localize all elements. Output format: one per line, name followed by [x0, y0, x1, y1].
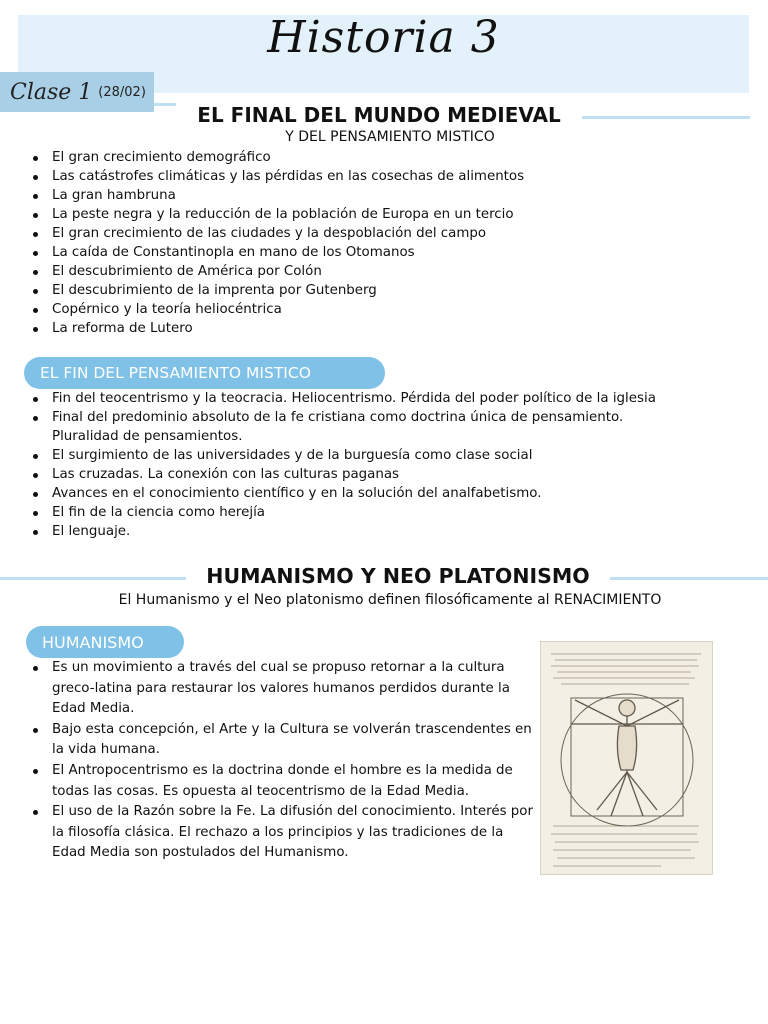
section-pill-humanismo: HUMANISMO: [26, 626, 184, 658]
class-label: Clase 1: [10, 79, 93, 105]
humanismo-list: [24, 658, 539, 864]
list-item: El descubrimiento de la imprenta por Gutenberg: [24, 281, 744, 300]
divider-right: [610, 577, 768, 580]
list-item: El fin de la ciencia como herejía: [24, 503, 754, 522]
list-item: Las catástrofes climáticas y las pérdidas en las cosechas de alimentos: [24, 167, 744, 186]
list-item: La caída de Constantinopla en mano de los Otomanos: [24, 243, 744, 262]
list-item: Fin del teocentrismo y la teocracia. Heliocentrismo. Pérdida del poder político de la iglesia: [24, 389, 754, 408]
divider-left: [154, 103, 176, 106]
class-date: (28/02): [98, 84, 146, 100]
list-item: El Antropocentrismo es la doctrina donde el hombre es la medida de todas las cosas. Es opuesta al teocentrismo de la Edad Media.: [24, 761, 539, 802]
list-item: El gran crecimiento demográfico: [24, 148, 744, 167]
section-title-humanismo: HUMANISMO Y NEO PLATONISMO: [206, 564, 590, 588]
list-item: El lenguaje.: [24, 522, 754, 541]
list-item: La reforma de Lutero: [24, 319, 744, 338]
list-item: [24, 408, 754, 446]
list-item: La peste negra y la reducción de la población de Europa en un tercio: [24, 205, 744, 224]
list-item: El surgimiento de las universidades y de la burguesía como clase social: [24, 446, 754, 465]
list-item: Es un movimiento a través del cual se propuso retornar a la cultura greco-latina para restaurar los valores humanos perdidos durante la Edad Media.: [24, 658, 539, 720]
list-item: La gran hambruna: [24, 186, 744, 205]
vitruvian-man-image: [540, 641, 713, 875]
section-pill-fin-pensamiento: EL FIN DEL PENSAMIENTO MISTICO: [24, 357, 385, 389]
class-tag: [0, 72, 154, 112]
list-item: Bajo esta concepción, el Arte y la Cultura se volverán trascendentes en la vida humana.: [24, 720, 539, 761]
divider-left: [0, 577, 186, 580]
medieval-list: [24, 148, 744, 338]
list-item: Copérnico y la teoría heliocéntrica: [24, 300, 744, 319]
section-subtitle-humanismo: El Humanismo y el Neo platonismo definen filosóficamente al RENACIMIENTO: [118, 592, 662, 608]
section-title-medieval: EL FINAL DEL MUNDO MEDIEVAL: [197, 103, 561, 127]
divider-right: [582, 116, 750, 119]
list-item: Las cruzadas. La conexión con las culturas paganas: [24, 465, 754, 484]
vitruvian-man-drawing-icon: [541, 642, 712, 874]
page-title: Historia 3: [267, 12, 500, 63]
list-item: El gran crecimiento de las ciudades y la despoblación del campo: [24, 224, 744, 243]
fin-pensamiento-list: [24, 389, 754, 541]
list-item-line: Final del predominio absoluto de la fe cristiana como doctrina única de pensamiento.: [52, 410, 624, 425]
list-item-line: Pluralidad de pensamientos.: [52, 429, 243, 444]
list-item: El uso de la Razón sobre la Fe. La difusión del conocimiento. Interés por la filosofía clásica. El rechazo a los principios y las tradiciones de la Edad Media son postulados del Humanismo.: [24, 802, 539, 864]
section-subtitle-medieval: Y DEL PENSAMIENTO MISTICO: [285, 129, 495, 145]
list-item: Avances en el conocimiento científico y en la solución del analfabetismo.: [24, 484, 754, 503]
list-item: El descubrimiento de América por Colón: [24, 262, 744, 281]
